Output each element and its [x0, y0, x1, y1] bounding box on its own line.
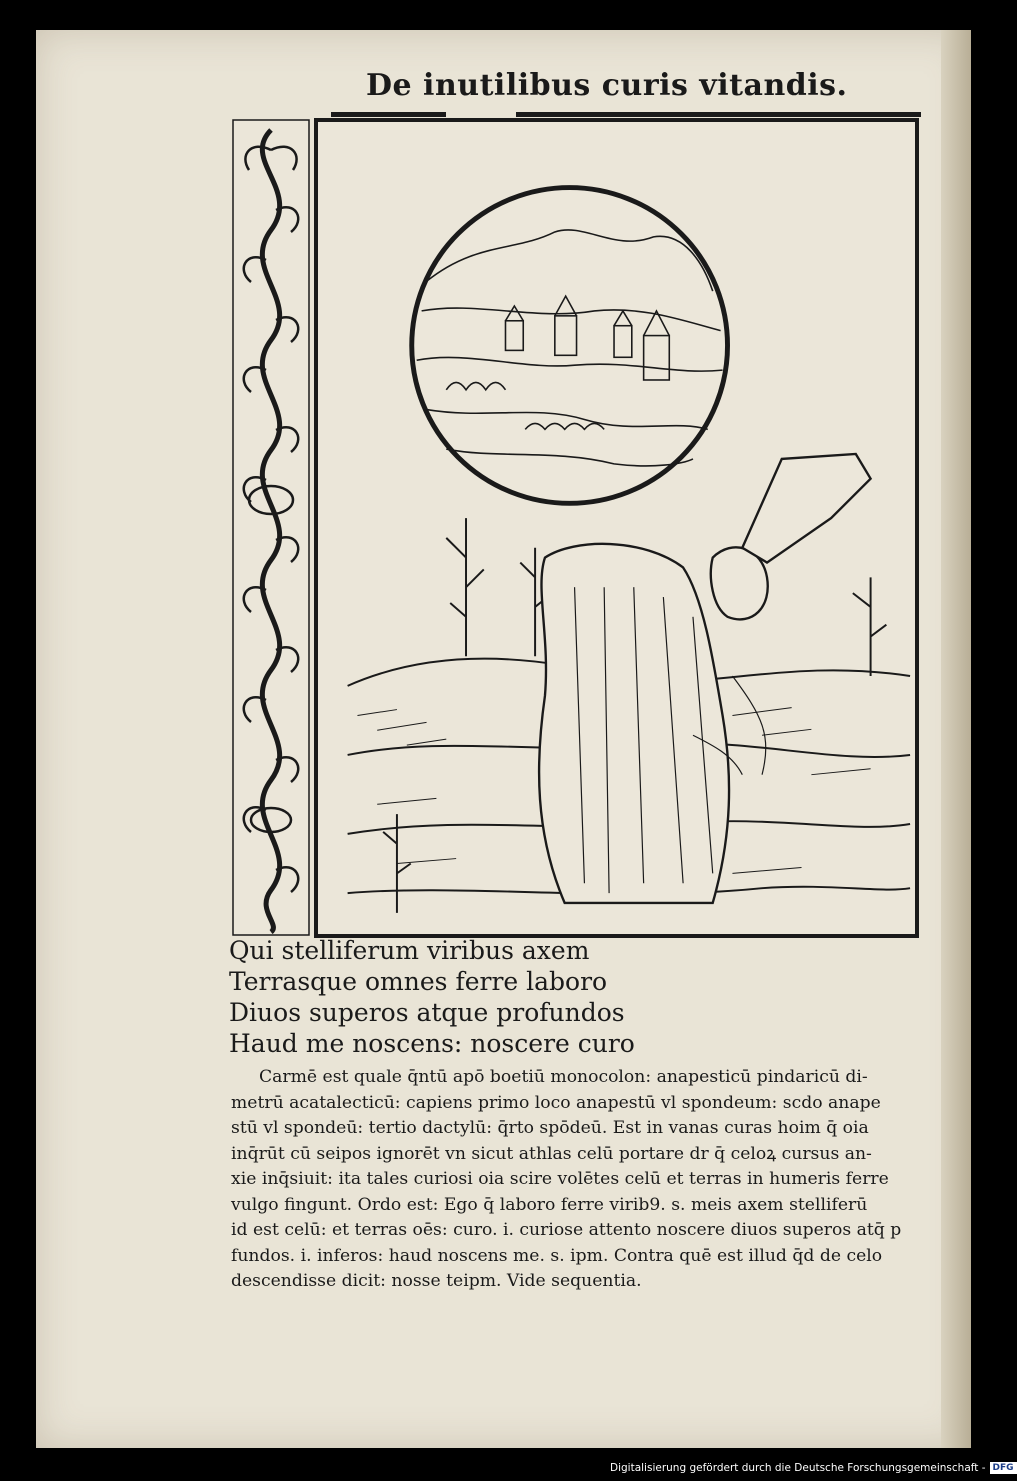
- verse-line: Terrasque omnes ferre laboro: [229, 967, 608, 996]
- commentary-line: Carmē est quale q̄ntū apō boetiū monocolon: anapesticū pindaricū di-: [259, 1067, 868, 1087]
- page-title: De inutilibus curis vitandis.: [366, 68, 848, 103]
- commentary-line: descendisse dicit: nosse teipm. Vide sequentia.: [231, 1271, 642, 1291]
- commentary-line: stū vl spondeū: tertio dactylū: q̄rto spōdeū. Est in vanas curas hoim q̄ oia: [231, 1118, 869, 1138]
- verse-line: Qui stelliferum viribus axem: [229, 936, 590, 965]
- verse-line: Haud me noscens: noscere curo: [229, 1029, 635, 1058]
- commentary-line: vulgo fingunt. Ordo est: Ego q̄ laboro ferre virib9. s. meis axem stelliferū: [231, 1194, 868, 1215]
- woodcut-illustration: [314, 118, 919, 938]
- credit-text: Digitalisierung gefördert durch die Deutsche Forschungsgemeinschaft -: [610, 1462, 986, 1474]
- commentary-line: xie inq̄siuit: ita tales curiosi oia scire volētes celū et terras in humeris ferre: [231, 1169, 889, 1189]
- commentary-line: fundos. i. inferos: haud noscens me. s. ipm. Contra quē est illud q̄d de celo: [231, 1245, 883, 1266]
- header-rule: [331, 112, 446, 117]
- foliage-border-ornament: [231, 120, 311, 935]
- commentary-line: metrū acatalecticū: capiens primo loco anapestū vl spondeum: scdo anape: [231, 1092, 881, 1113]
- dfg-logo: DFG: [990, 1462, 1017, 1474]
- verse-block: [229, 935, 829, 1059]
- page-edge: [941, 30, 971, 1448]
- digitization-credit: [610, 1462, 1014, 1474]
- commentary-block: [231, 1065, 921, 1295]
- book-page: [36, 30, 971, 1448]
- commentary-line: inq̄rūt cū seipos ignorēt vn sicut athlas celū portare dr q̄ celoꝝ cursus an-: [231, 1143, 872, 1164]
- commentary-line: id est celū: et terras oēs: curo. i. curiose attento noscere diuos superos atq̄ p: [231, 1220, 902, 1240]
- verse-line: Diuos superos atque profundos: [229, 998, 625, 1027]
- header-rule: [516, 112, 921, 117]
